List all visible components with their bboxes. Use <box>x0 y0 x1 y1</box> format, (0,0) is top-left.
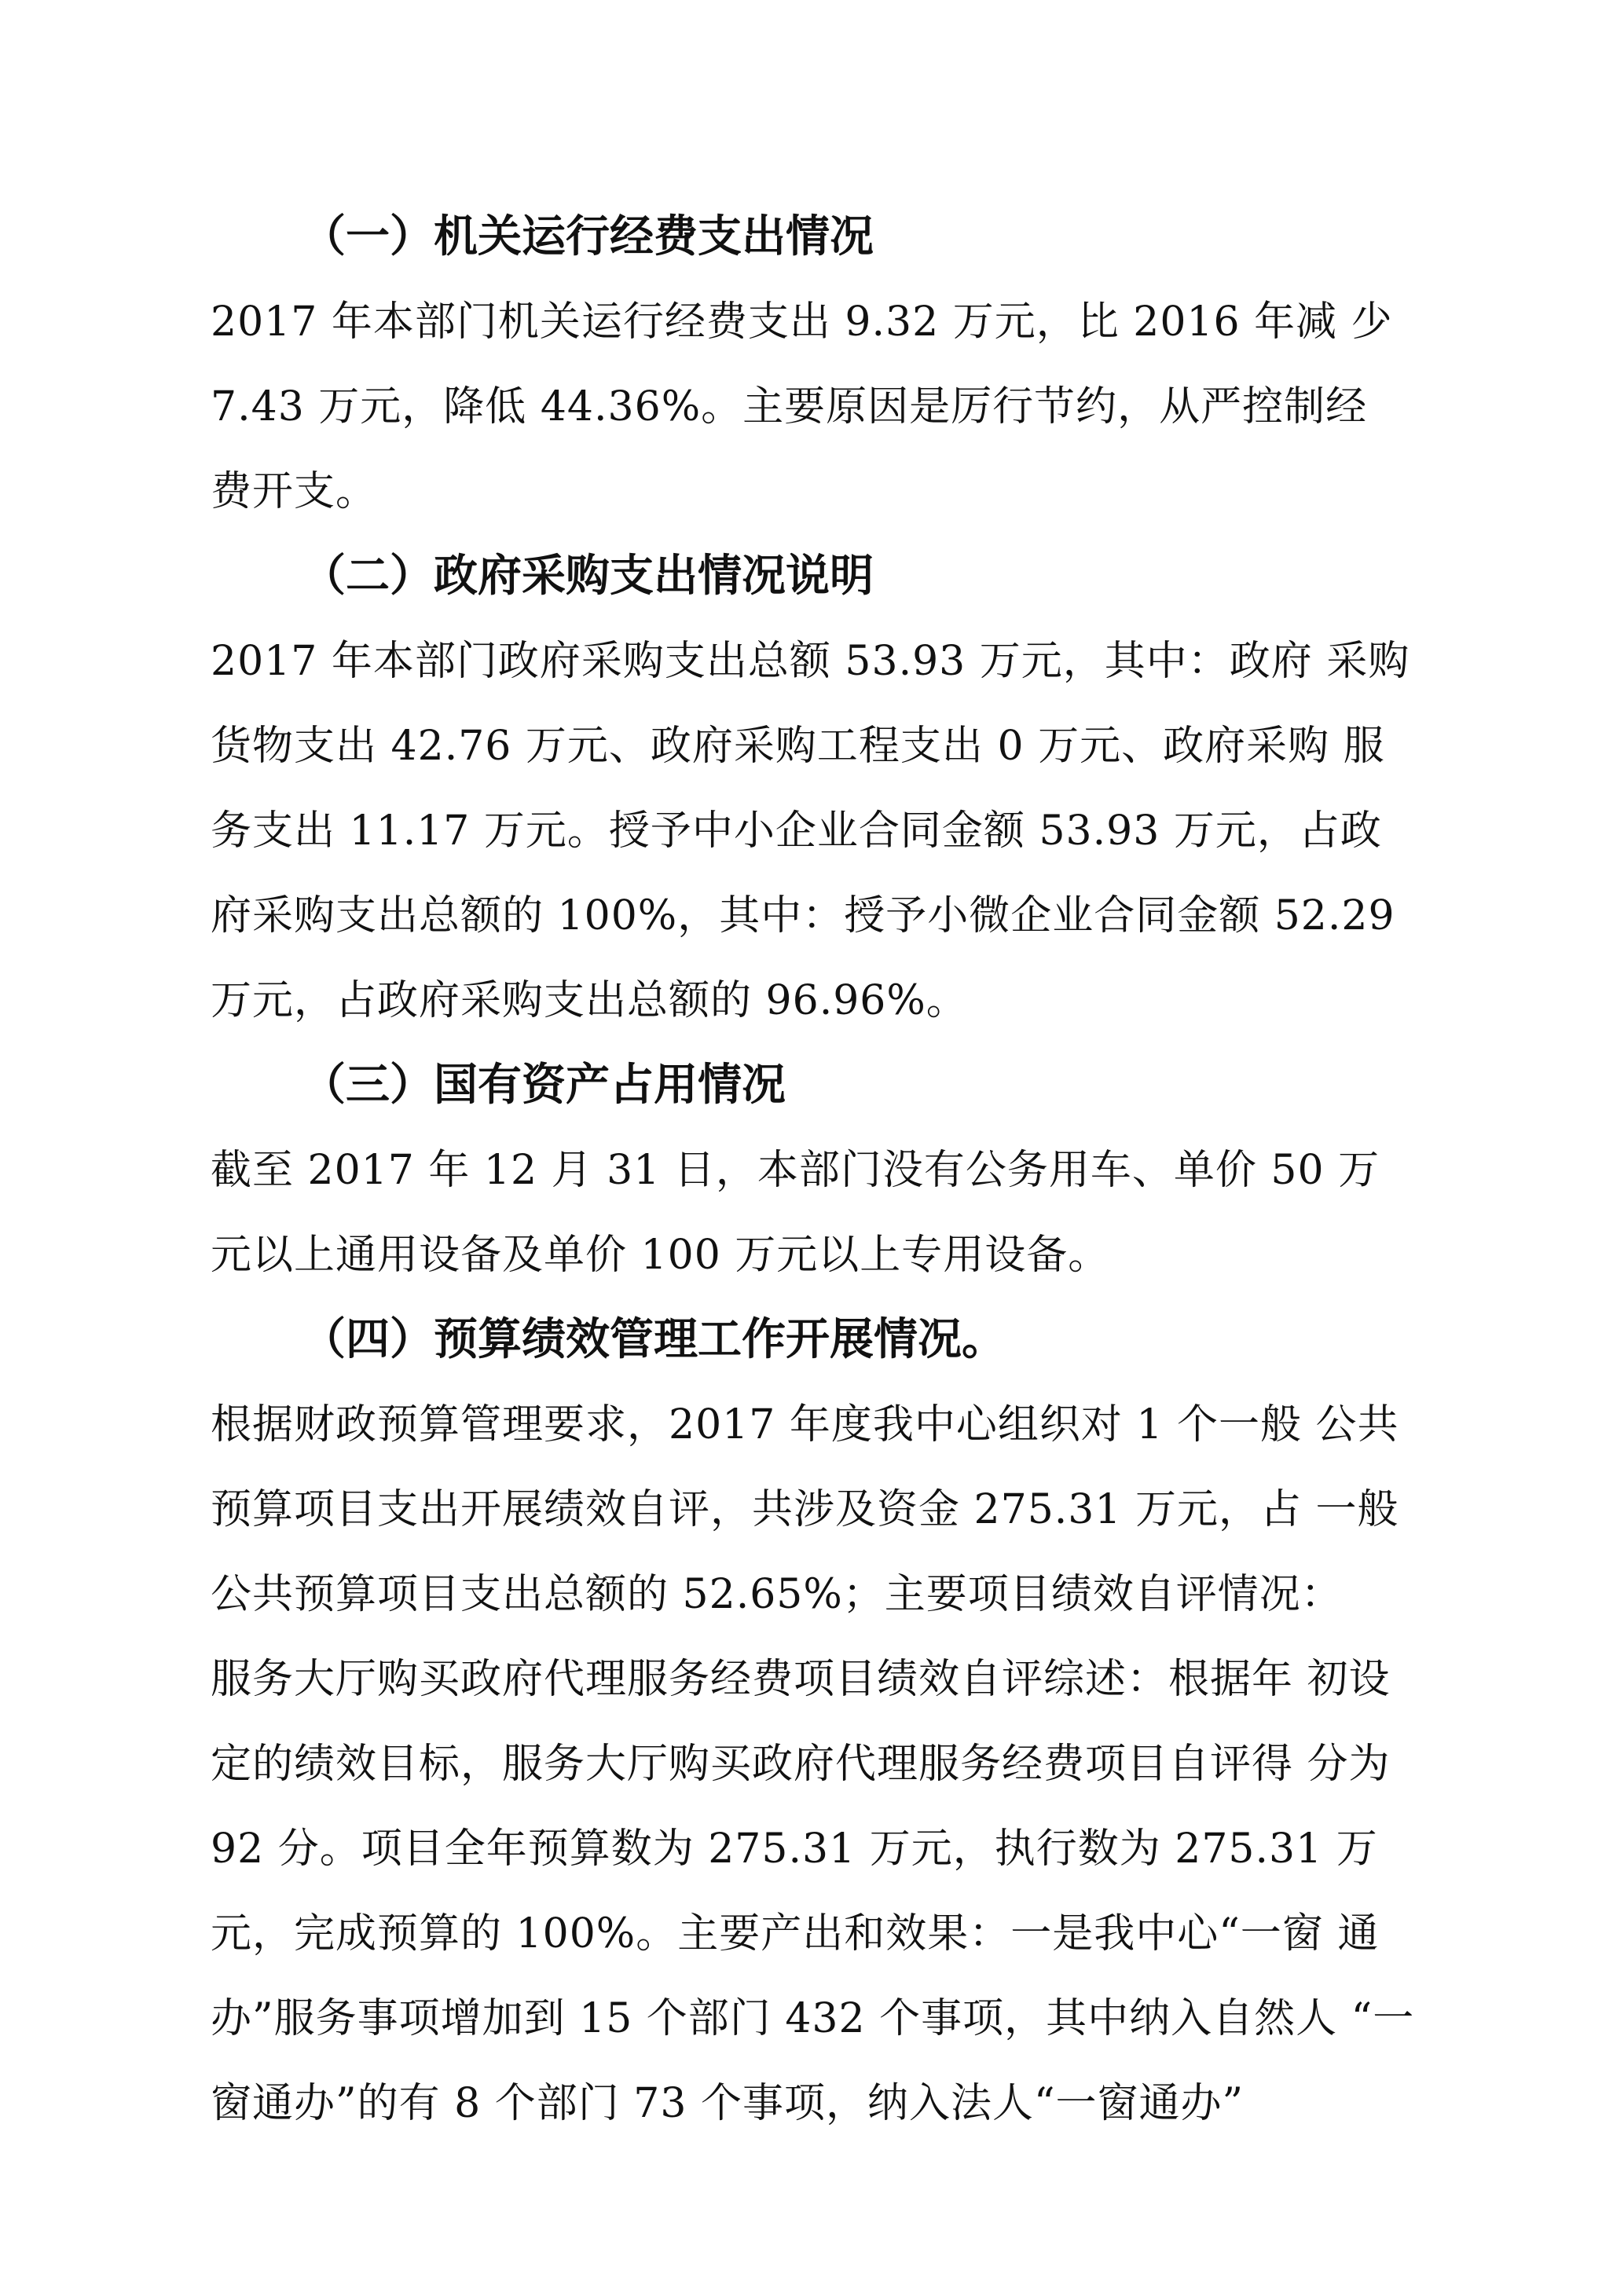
paragraph-line: “一窗通办”的有 8 个部门 73 个事项，纳入法人“一窗通办” <box>211 1995 1415 2127</box>
paragraph-line: 服务大厅购买政府代理服务经费项目绩效自评综述：根据年 <box>211 1656 1294 1703</box>
section-heading-2: （二）政府采购支出情况说明 <box>302 551 874 602</box>
paragraph-line: 初设定的绩效目标，服务大厅购买政府代理服务经费项目自评得 <box>211 1656 1391 1788</box>
section-4-paragraph-2 <box>211 1637 1421 2146</box>
paragraph-line: 万元，占政府采购支出总额的 96.96%。 <box>211 977 968 1024</box>
paragraph-line: 2017 年本部门政府采购支出总额 53.93 万元，其中：政府 <box>211 638 1313 685</box>
paragraph-line: 一般公共预算项目支出总额的 52.65%；主要项目绩效自评情况： <box>211 1486 1399 1618</box>
paragraph-line: 截至 2017 年 12 月 31 日，本部门没有公务用车、单价 50 万 <box>211 1147 1380 1194</box>
paragraph-line: 通办”服务事项增加到 15 个部门 432 个事项，其中纳入自然人 <box>211 1910 1380 2042</box>
section-4-paragraph-1 <box>211 1382 1421 1637</box>
paragraph-line: 府采购支出总额的 100%，其中：授予小微企业合同金额 52.29 <box>211 892 1395 939</box>
section-heading-3: （三）国有资产占用情况 <box>302 1060 786 1111</box>
section-heading-1: （一）机关运行经费支出情况 <box>302 211 874 262</box>
paragraph-line: 2017 年本部门机关运行经费支出 9.32 万元，比 2016 年减 <box>211 298 1338 346</box>
paragraph-line: 费开支。 <box>211 468 378 515</box>
section-2-paragraph-1 <box>211 619 1421 1043</box>
paragraph-line: 少 7.43 万元，降低 44.36%。主要原因是厉行节约，从严控制经 <box>211 298 1393 430</box>
section-heading-4: （四）预算绩效管理工作开展情况。 <box>302 1314 1006 1365</box>
paragraph-line: 万元，完成预算的 100%。主要产出和效果：一是我中心“一窗 <box>211 1825 1378 1957</box>
paragraph-line: 根据财政预算管理要求，2017 年度我中心组织对 1 个一般 <box>211 1401 1303 1448</box>
paragraph-line: 服务支出 11.17 万元。授予中小企业合同金额 53.93 万元，占政 <box>211 723 1385 855</box>
section-1-paragraph-1 <box>211 280 1421 534</box>
paragraph-line: 采购货物支出 42.76 万元、政府采购工程支出 0 万元、政府采购 <box>211 638 1410 770</box>
paragraph-line: 公共预算项目支出开展绩效自评，共涉及资金 275.31 万元，占 <box>211 1401 1399 1533</box>
paragraph-line: 分为 92 分。项目全年预算数为 275.31 万元，执行数为 275.31 <box>211 1741 1391 1873</box>
document-body <box>211 195 1421 2146</box>
paragraph-line: 元以上通用设备及单价 100 万元以上专用设备。 <box>211 1232 1110 1279</box>
section-3-paragraph-1 <box>211 1128 1421 1298</box>
